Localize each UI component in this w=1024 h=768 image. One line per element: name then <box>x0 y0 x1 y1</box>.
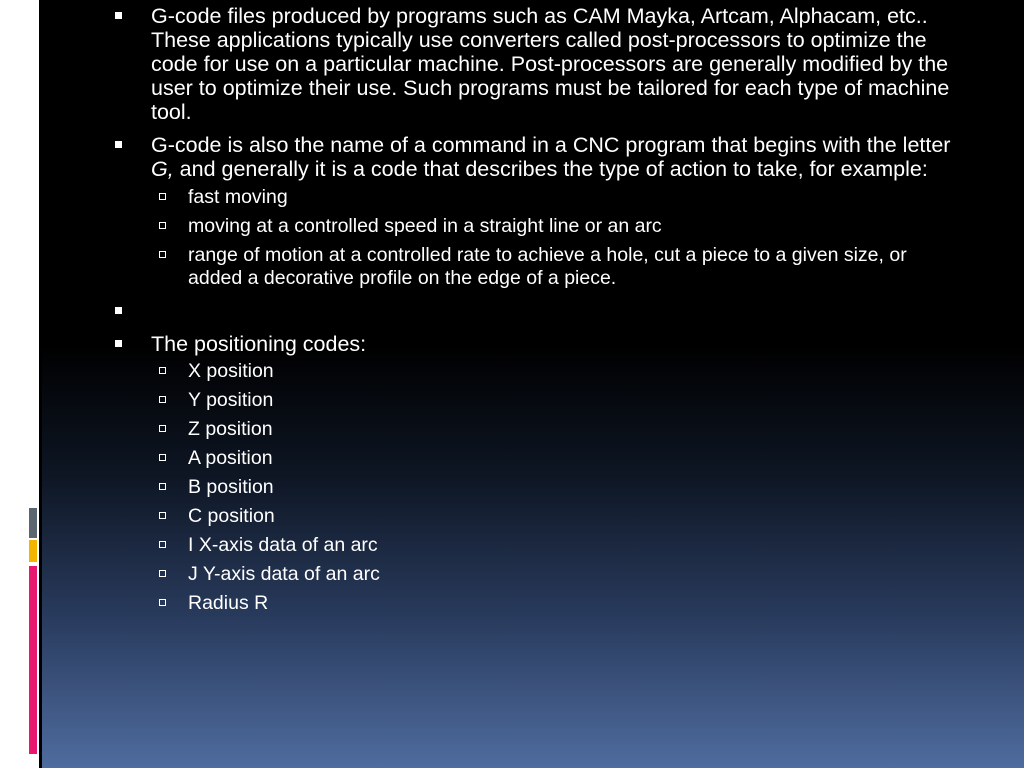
square-bullet-icon <box>115 307 122 314</box>
sub-bullet-text: X position <box>188 360 274 382</box>
sub-bullet-item <box>151 389 962 412</box>
sub-bullet-item <box>151 186 962 209</box>
bullet-text-before: G-code is also the name of a command in a CNC program that begins with the letter <box>151 133 951 157</box>
sub-bullet-list <box>151 186 962 290</box>
hollow-square-bullet-icon <box>159 396 166 403</box>
sub-bullet-item <box>151 360 962 383</box>
bullet-item-3-empty <box>112 299 962 323</box>
sub-bullet-text: Radius R <box>188 592 269 614</box>
square-bullet-icon <box>115 141 122 148</box>
hollow-square-bullet-icon <box>159 599 166 606</box>
sub-bullet-item <box>151 476 962 499</box>
bullet-text: The positioning codes: <box>151 332 367 356</box>
sub-bullet-list <box>151 360 962 615</box>
sub-bullet-text: C position <box>188 505 275 527</box>
sub-bullet-text: Z position <box>188 418 273 440</box>
hollow-square-bullet-icon <box>159 193 166 200</box>
sub-bullet-item <box>151 534 962 557</box>
bullet-item-4 <box>112 332 962 615</box>
hollow-square-bullet-icon <box>159 570 166 577</box>
sub-bullet-item <box>151 447 962 470</box>
hollow-square-bullet-icon <box>159 541 166 548</box>
sub-bullet-item <box>151 505 962 528</box>
square-bullet-icon <box>115 340 122 347</box>
hollow-square-bullet-icon <box>159 425 166 432</box>
hollow-square-bullet-icon <box>159 367 166 374</box>
hollow-square-bullet-icon <box>159 483 166 490</box>
sub-bullet-item <box>151 215 962 238</box>
bullet-list <box>112 4 962 615</box>
accent-bar-yellow <box>29 540 37 562</box>
sub-bullet-text: J Y-axis data of an arc <box>188 563 380 585</box>
sub-bullet-text: fast moving <box>188 186 288 208</box>
hollow-square-bullet-icon <box>159 512 166 519</box>
sub-bullet-text: Y position <box>188 389 274 411</box>
sub-bullet-text: moving at a controlled speed in a straight line or an arc <box>188 215 662 237</box>
sub-bullet-item <box>151 418 962 441</box>
bullet-text-after: and generally it is a code that describes the type of action to take, for example: <box>173 157 928 181</box>
sub-bullet-text: A position <box>188 447 273 469</box>
hollow-square-bullet-icon <box>159 454 166 461</box>
sub-bullet-item <box>151 592 962 615</box>
bullet-item-2 <box>112 133 962 290</box>
accent-bar-pink <box>29 566 37 754</box>
accent-bar-gray <box>29 508 37 538</box>
hollow-square-bullet-icon <box>159 222 166 229</box>
sub-bullet-text: B position <box>188 476 274 498</box>
sub-bullet-text: range of motion at a controlled rate to achieve a hole, cut a piece to a given size, or added a decorative profile on the edge of a piece. <box>188 244 907 289</box>
sub-bullet-item <box>151 244 962 290</box>
bullet-item-1 <box>112 4 962 124</box>
strip-divider-line <box>39 0 42 768</box>
square-bullet-icon <box>115 12 122 19</box>
bullet-text: G-code files produced by programs such as CAM Mayka, Artcam, Alphacam, etc.. These applications typically use converters called post-processors to optimize the code for use on a particular machine. Post-processors are generally modified by the user to optimize their use. Such programs must be tailored for each type of machine tool. <box>151 4 950 124</box>
sub-bullet-item <box>151 563 962 586</box>
sub-bullet-text: I X-axis data of an arc <box>188 534 378 556</box>
slide-content <box>112 4 962 624</box>
hollow-square-bullet-icon <box>159 251 166 258</box>
bullet-text-italic: G, <box>151 157 174 181</box>
